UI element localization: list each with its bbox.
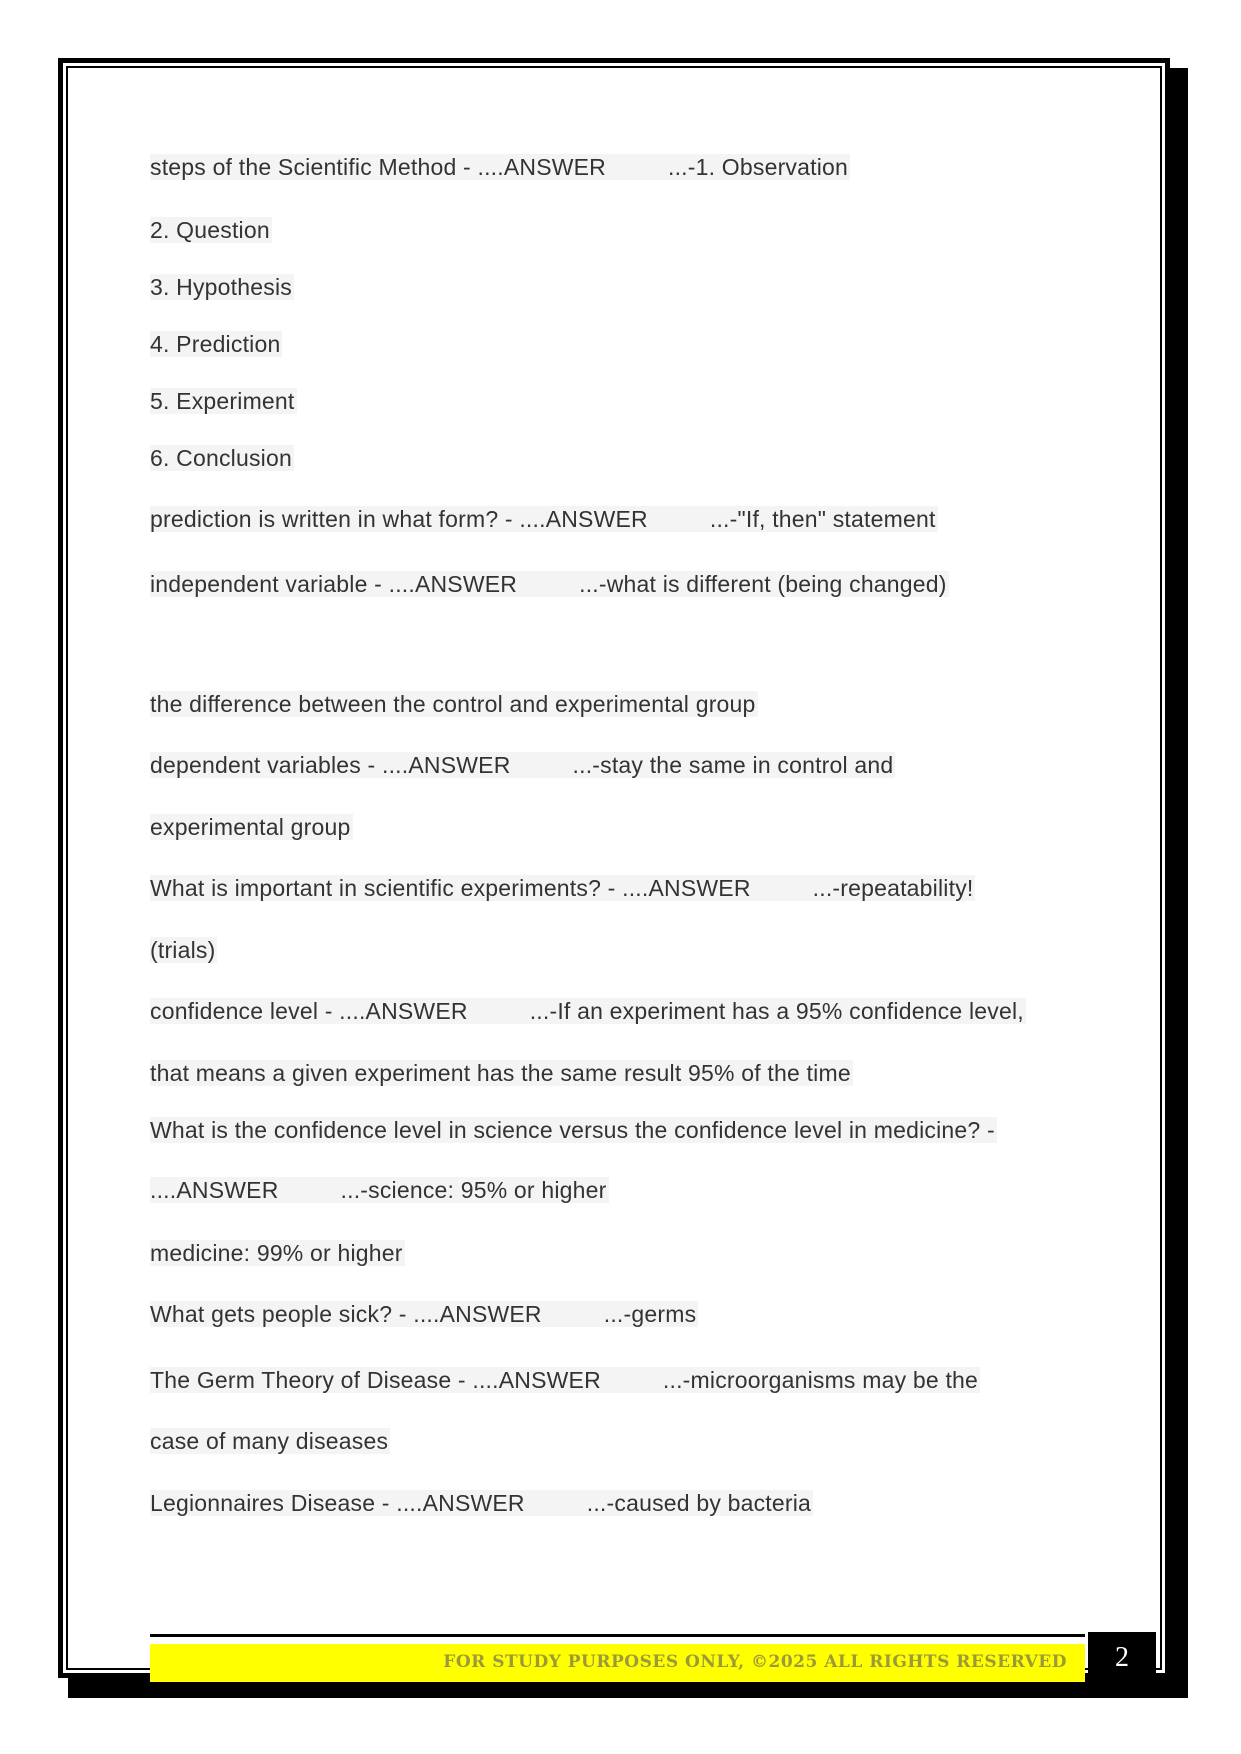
page-number: 2: [1088, 1632, 1156, 1684]
qa-line: What is important in scientific experiments? - ....ANSWER ...-repeatability!: [150, 875, 974, 901]
qa-line: Legionnaires Disease - ....ANSWER ...-caused by bacteria: [150, 1490, 812, 1516]
text-line: 5. Experiment: [150, 388, 295, 414]
qa-line: independent variable - ....ANSWER ...-what is different (being changed): [150, 571, 947, 597]
text-line: medicine: 99% or higher: [150, 1240, 403, 1266]
text-line: 6. Conclusion: [150, 445, 292, 471]
text-line: What is the confidence level in science versus the confidence level in medicine? -: [150, 1117, 995, 1143]
qa-line: ....ANSWER ...-science: 95% or higher: [150, 1177, 607, 1203]
qa-line: confidence level - ....ANSWER ...-If an experiment has a 95% confidence level,: [150, 998, 1024, 1024]
text-line: (trials): [150, 937, 216, 963]
footer-rule: [150, 1634, 1085, 1637]
qa-line: dependent variables - ....ANSWER ...-stay the same in control and: [150, 752, 894, 778]
text-line: case of many diseases: [150, 1428, 389, 1454]
text-line: that means a given experiment has the same result 95% of the time: [150, 1060, 851, 1086]
qa-line: prediction is written in what form? - ....ANSWER ...-"If, then" statement: [150, 506, 936, 532]
footer-bar: [150, 1644, 1085, 1682]
text-line: experimental group: [150, 814, 351, 840]
text-line: 2. Question: [150, 217, 270, 243]
qa-line: The Germ Theory of Disease - ....ANSWER ...-microorganisms may be the: [150, 1367, 979, 1393]
text-line: the difference between the control and experimental group: [150, 691, 756, 717]
qa-line: What gets people sick? - ....ANSWER ...-germs: [150, 1301, 697, 1327]
footer-notice: FOR STUDY PURPOSES ONLY, ©2025 ALL RIGHTS RESERVED: [443, 1652, 1067, 1672]
text-line: 3. Hypothesis: [150, 274, 292, 300]
text-line: 4. Prediction: [150, 331, 281, 357]
qa-line: steps of the Scientific Method - ....ANSWER ...-1. Observation: [150, 154, 849, 180]
